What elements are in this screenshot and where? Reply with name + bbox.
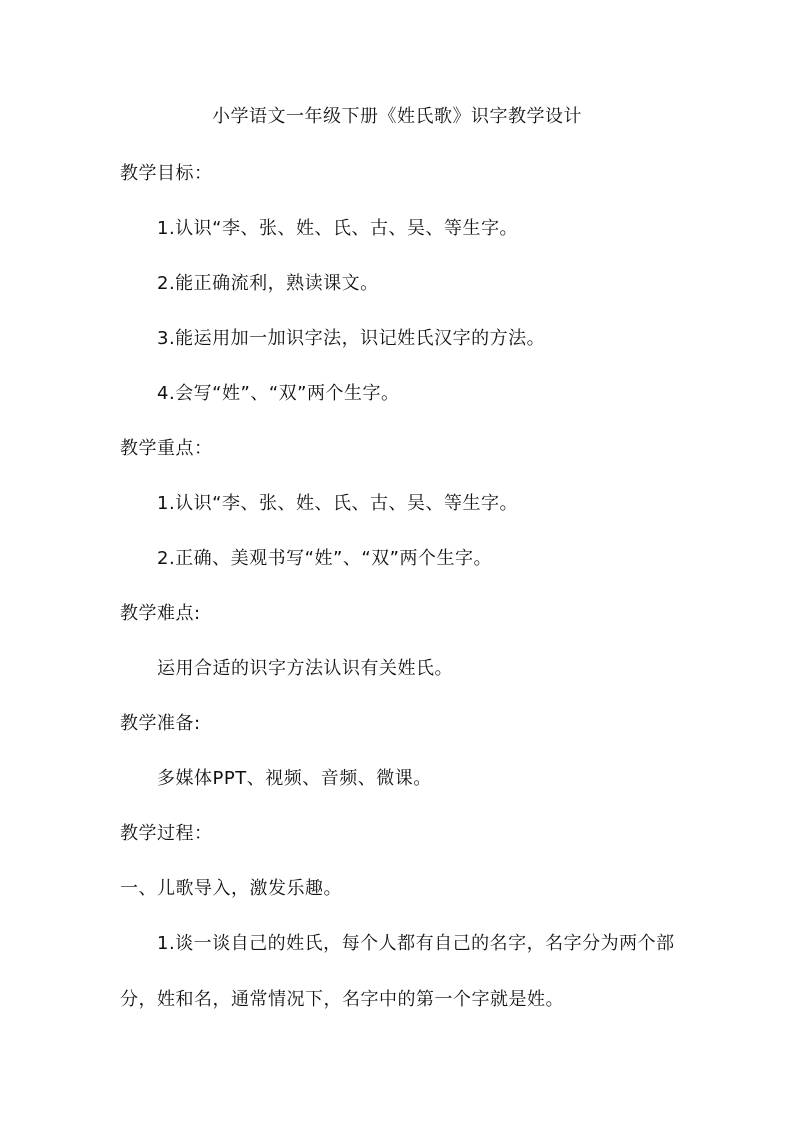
difficulty-text: 运用合适的识字方法认识有关姓氏。	[157, 658, 453, 679]
process-heading: 教学过程：	[120, 823, 213, 844]
preparation-text: 多媒体PPT、视频、音频、微课。	[157, 768, 432, 789]
document-title: 小学语文一年级下册《姓氏歌》识字教学设计	[212, 106, 582, 127]
goal-item-4: 4.会写“姓”、“双”两个生字。	[157, 383, 400, 404]
key-point-item-1: 1.认识“李、张、姓、氏、古、吴、等生字。	[157, 493, 518, 514]
goal-item-2: 2.能正确流利，熟读课文。	[157, 273, 379, 294]
goals-heading: 教学目标：	[120, 163, 213, 184]
key-point-item-2: 2.正确、美观书写“姓”、“双”两个生字。	[157, 548, 492, 569]
goal-item-3: 3.能运用加一加识字法，识记姓氏汉字的方法。	[157, 328, 546, 349]
step-1-heading: 一、儿歌导入，激发乐趣。	[120, 878, 342, 899]
key-points-heading: 教学重点：	[120, 438, 213, 459]
difficulty-heading: 教学难点:	[120, 603, 201, 624]
goal-item-1: 1.认识“李、张、姓、氏、古、吴、等生字。	[157, 218, 518, 239]
step-1-text: 1.谈一谈自己的姓氏，每个人都有自己的名字，名字分为两个部分，姓和名，通常情况下，名字中的第一个字就是姓。	[120, 933, 675, 1010]
preparation-heading: 教学准备:	[120, 713, 201, 734]
